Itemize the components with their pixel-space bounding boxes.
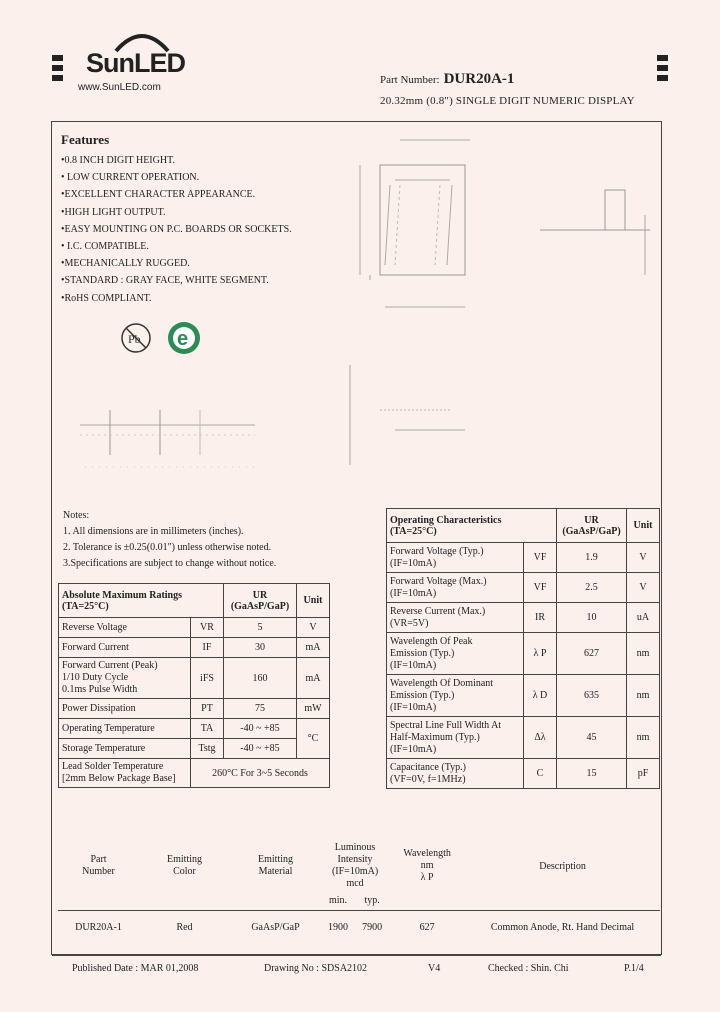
param-cell: Reverse Voltage [59, 618, 191, 638]
param-cell: Forward Voltage (Max.) (IF=10mA) [387, 573, 524, 603]
header-description: Description [539, 860, 586, 872]
param-cell: Storage Temperature [59, 739, 191, 759]
left-bars-icon [52, 55, 63, 85]
param-cell: Capacitance (Typ.) (VF=0V, f=1MHz) [387, 759, 524, 789]
rohs-e-icon [166, 320, 202, 361]
param-cell: Spectral Line Full Width At Half-Maximum (Typ.) (IF=10mA) [387, 717, 524, 759]
table-header-row [58, 840, 660, 892]
param-cell: Lead Solder Temperature [2mm Below Package Base] [59, 759, 191, 788]
unit-cell: nm [627, 633, 660, 675]
part-number-label: Part Number: [380, 74, 440, 86]
wavelength-cell: 627 [419, 921, 435, 933]
feature-item: • LOW CURRENT OPERATION. [61, 172, 200, 184]
page-subtitle: 20.32mm (0.8") SINGLE DIGIT NUMERIC DISPLAY [380, 95, 635, 107]
feature-item: •EXCELLENT CHARACTER APPEARANCE. [61, 189, 256, 201]
value-cell: 5 [224, 618, 297, 638]
oc-unit-header: Unit [627, 509, 660, 543]
unit-cell: V [627, 573, 660, 603]
absolute-max-ratings-table [58, 583, 330, 788]
symbol-cell: TA [191, 719, 224, 739]
pb-free-icon [120, 322, 152, 359]
features-title: Features [61, 132, 110, 147]
table-row [59, 759, 330, 788]
note-item: 2. Tolerance is ±0.25(0.01") unless otherwise noted. [63, 542, 272, 553]
notes-block [63, 508, 276, 572]
value-cell: -40 ~ +85 [224, 739, 297, 759]
header-part-number: Part Number [82, 854, 115, 877]
part-number-cell: DUR20A-1 [75, 921, 122, 933]
unit-cell: nm [627, 717, 660, 759]
note-item: 1. All dimensions are in millimeters (inches). [63, 526, 244, 537]
table-row [59, 739, 330, 759]
symbol-cell: PT [191, 699, 224, 719]
table-row [387, 603, 660, 633]
feature-item: •MECHANICALLY RUGGED. [61, 258, 190, 270]
table-header-row [387, 509, 660, 543]
table-row [59, 618, 330, 638]
operating-characteristics-table [386, 508, 660, 789]
brand-logo: SunLED [86, 48, 185, 78]
param-cell: Wavelength Of Peak Emission (Typ.) (IF=10mA) [387, 633, 524, 675]
material-cell: GaAsP/GaP [251, 921, 300, 933]
feature-item: • I.C. COMPATIBLE. [61, 241, 149, 253]
footer-divider [52, 955, 661, 956]
table-row [387, 543, 660, 573]
features-list [61, 152, 292, 307]
feature-item: •HIGH LIGHT OUTPUT. [61, 206, 166, 218]
part-number: DUR20A-1 [443, 71, 515, 87]
table-row [59, 699, 330, 719]
header-emitting-material: Emitting Material [258, 854, 293, 877]
sub-typ: typ. [364, 895, 380, 907]
symbol-cell: λ D [524, 675, 557, 717]
symbol-cell: λ P [524, 633, 557, 675]
value-cell: 75 [224, 699, 297, 719]
value-cell: 30 [224, 638, 297, 658]
unit-cell: nm [627, 675, 660, 717]
drawing-number: Drawing No : SDSA2102 [264, 963, 368, 974]
unit-cell: °C [297, 719, 330, 759]
symbol-cell: IF [191, 638, 224, 658]
symbol-cell: VR [191, 618, 224, 638]
brand-url: www.SunLED.com [78, 82, 161, 93]
color-cell: Red [176, 921, 193, 933]
description-cell: Common Anode, Rt. Hand Decimal [490, 921, 635, 933]
table-row [59, 638, 330, 658]
table-row [58, 910, 660, 944]
param-cell: Wavelength Of Dominant Emission (Typ.) (IF=10mA) [387, 675, 524, 717]
value-cell: 635 [557, 675, 627, 717]
unit-cell: mW [297, 699, 330, 719]
value-cell: -40 ~ +85 [224, 719, 297, 739]
package-drawing [340, 125, 660, 480]
amr-ur-header: UR (GaAsP/GaP) [224, 584, 297, 618]
table-row [59, 719, 330, 739]
header-wavelength: Wavelength nm λ P [403, 848, 451, 883]
sub-min: min. [328, 895, 348, 907]
feature-item: •STANDARD : GRAY FACE, WHITE SEGMENT. [61, 275, 269, 287]
value-cell: 260°C For 3~5 Seconds [191, 759, 330, 788]
table-row [387, 717, 660, 759]
published-date: Published Date : MAR 01,2008 [72, 963, 199, 974]
part-selection-table [58, 840, 660, 944]
unit-cell: mA [297, 638, 330, 658]
notes-title: Notes: [63, 510, 90, 521]
param-cell: Forward Current (Peak) 1/10 Duty Cycle 0.1ms Pulse Width [59, 658, 191, 699]
checked-by: Checked : Shin. Chi [488, 963, 569, 974]
symbol-cell: VF [524, 573, 557, 603]
param-cell: Forward Voltage (Typ.) (IF=10mA) [387, 543, 524, 573]
amr-title-cell: Absolute Maximum Ratings (TA=25°C) [59, 584, 224, 618]
table-header-row [59, 584, 330, 618]
symbol-cell: C [524, 759, 557, 789]
typ-cell: 7900 [362, 921, 383, 933]
unit-cell: pF [627, 759, 660, 789]
value-cell: 160 [224, 658, 297, 699]
value-cell: 1.9 [557, 543, 627, 573]
feature-item: •EASY MOUNTING ON P.C. BOARDS OR SOCKETS. [61, 223, 292, 235]
param-cell: Operating Temperature [59, 719, 191, 739]
param-cell: Reverse Current (Max.) (VR=5V) [387, 603, 524, 633]
parts-table-divider [58, 910, 660, 911]
header-luminous-intensity: Luminous Intensity (IF=10mA) mcd [331, 842, 379, 889]
svg-text:e: e [177, 328, 189, 350]
symbol-cell: iFS [191, 658, 224, 699]
note-item: 3.Specifications are subject to change without notice. [63, 558, 277, 569]
value-cell: 45 [557, 717, 627, 759]
unit-cell: mA [297, 658, 330, 699]
table-row [59, 658, 330, 699]
symbol-cell: Δλ [524, 717, 557, 759]
feature-item: •RoHS COMPLIANT. [61, 292, 152, 304]
circuit-diagram [70, 395, 270, 500]
unit-cell: uA [627, 603, 660, 633]
value-cell: 15 [557, 759, 627, 789]
feature-item: •0.8 INCH DIGIT HEIGHT. [61, 155, 175, 166]
amr-unit-header: Unit [297, 584, 330, 618]
symbol-cell: VF [524, 543, 557, 573]
oc-ur-header: UR (GaAsP/GaP) [557, 509, 627, 543]
table-row [387, 675, 660, 717]
value-cell: 627 [557, 633, 627, 675]
table-row [387, 759, 660, 789]
svg-text:Pb: Pb [128, 332, 141, 346]
oc-title-cell: Operating Characteristics (TA=25°C) [387, 509, 557, 543]
table-row [387, 633, 660, 675]
param-cell: Power Dissipation [59, 699, 191, 719]
right-bars-icon [657, 55, 668, 85]
symbol-cell: Tstg [191, 739, 224, 759]
page-number: P.1/4 [624, 963, 644, 974]
unit-cell: V [627, 543, 660, 573]
unit-cell: V [297, 618, 330, 638]
param-cell: Forward Current [59, 638, 191, 658]
value-cell: 2.5 [557, 573, 627, 603]
part-number-line [380, 71, 514, 88]
version: V4 [428, 963, 441, 974]
value-cell: 10 [557, 603, 627, 633]
table-row [387, 573, 660, 603]
min-cell: 1900 [328, 921, 349, 933]
subheader-row [58, 892, 660, 910]
header-emitting-color: Emitting Color [167, 854, 202, 877]
symbol-cell: IR [524, 603, 557, 633]
